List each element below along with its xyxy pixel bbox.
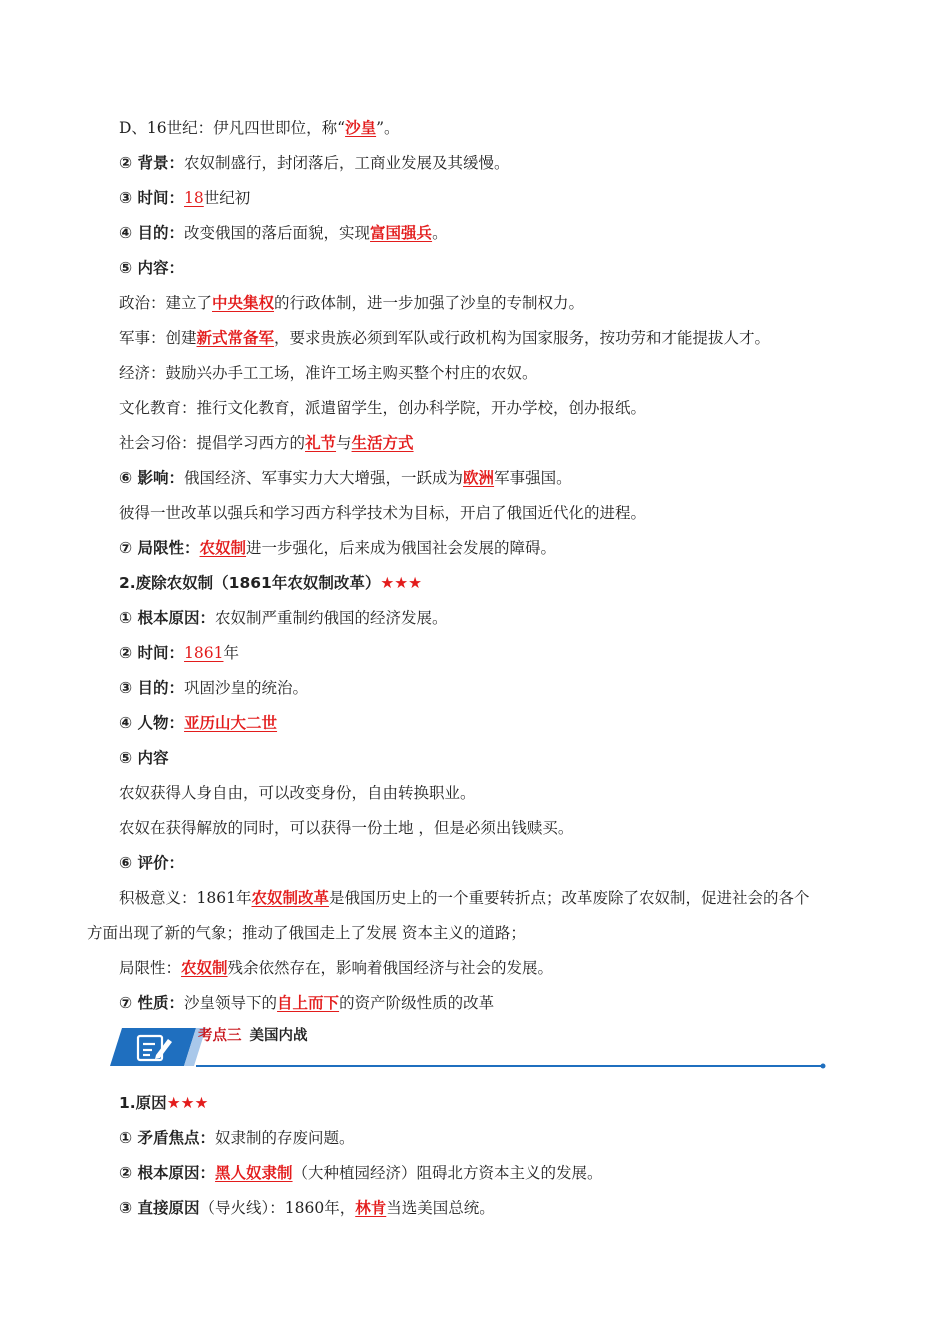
text-line: D、16世纪：伊凡四世即位，称“沙皇”。 (119, 119, 400, 137)
keyword: 农奴制 (181, 959, 228, 977)
keyword: 礼节 (305, 434, 337, 452)
text-line: ③ 时间：18世纪初 (119, 189, 251, 207)
text-line: ④ 目的：改变俄国的落后面貌，实现富国强兵。 (119, 224, 448, 242)
keyword: 沙皇 (345, 119, 377, 137)
keyword: 1861 (184, 644, 224, 662)
text-line: 政治：建立了中央集权的行政体制，进一步加强了沙皇的专制权力。 (119, 294, 585, 312)
text-line: ③ 直接原因（导火线）：1860年，林肯当选美国总统。 (119, 1199, 495, 1217)
text-line: ① 根本原因：农奴制严重制约俄国的经济发展。 (119, 609, 448, 627)
keyword: 自上而下 (277, 994, 340, 1012)
keyword: 生活方式 (351, 434, 414, 452)
text-line: 局限性：农奴制残余依然存在，影响着俄国经济与社会的发展。 (119, 959, 554, 977)
text-line: ⑥ 评价： (119, 854, 185, 872)
text-line: ② 背景：农奴制盛行，封闭落后，工商业发展及其缓慢。 (119, 154, 510, 172)
text-line: 军事：创建新式常备军，要求贵族必须到军队或行政机构为国家服务，按功劳和才能提拔人才。 (119, 329, 771, 347)
text-line: ⑦ 局限性：农奴制进一步强化，后来成为俄国社会发展的障碍。 (119, 539, 557, 557)
keyword: 欧洲 (463, 469, 495, 487)
star-rating: ★★★ (380, 574, 423, 592)
text-line: ⑤ 内容 (119, 749, 169, 767)
keyword: 黑人奴隶制 (215, 1164, 293, 1182)
text-line: 经济：鼓励兴办手工工场，准许工场主购买整个村庄的农奴。 (119, 364, 538, 382)
text-line: ② 时间：1861年 (119, 644, 239, 662)
keyword: 18 (184, 189, 204, 207)
text-line: 农奴获得人身自由，可以改变身份，自由转换职业。 (119, 784, 476, 802)
text-line: ④ 人物：亚历山大二世 (119, 714, 278, 732)
keyword: 农奴制 (199, 539, 247, 557)
text-line: ① 矛盾焦点：奴隶制的存废问题。 (119, 1129, 355, 1147)
text-line: ③ 目的：巩固沙皇的统治。 (119, 679, 309, 697)
text-line: ② 根本原因：黑人奴隶制（大种植园经济）阻碍北方资本主义的发展。 (119, 1164, 603, 1182)
text-line: 方面出现了新的气象；推动了俄国走上了发展 资本主义的道路； (87, 924, 526, 942)
keyword: 林肯 (355, 1199, 387, 1217)
keyword: 亚历山大二世 (184, 714, 278, 732)
text-line: ⑦ 性质：沙皇领导下的自上而下的资产阶级性质的改革 (119, 994, 495, 1012)
text-line: 彼得一世改革以强兵和学习西方科学技术为目标，开启了俄国近代化的进程。 (119, 504, 647, 522)
keyword: 新式常备军 (196, 329, 275, 347)
keyword: 富国强兵 (370, 224, 433, 242)
text-line: ⑥ 影响：俄国经济、军事实力大大增强，一跃成为欧洲军事强国。 (119, 469, 572, 487)
text-line: ⑤ 内容： (119, 259, 185, 277)
star-rating: ★★★ (166, 1094, 209, 1112)
subsection-heading: 1.原因★★★ (119, 1094, 209, 1112)
banner-rule-end (821, 1064, 826, 1069)
text-line: 农奴在获得解放的同时，可以获得一份土地 ，但是必须出钱赎买。 (119, 819, 574, 837)
keyword: 农奴制改革 (251, 889, 329, 907)
subsection-heading: 2.废除农奴制（1861年农奴制改革）★★★ (119, 574, 423, 592)
keyword: 中央集权 (212, 294, 275, 312)
text-line: 文化教育：推行文化教育，派遣留学生，创办科学院，开办学校，创办报纸。 (119, 399, 647, 417)
text-line: 积极意义：1861年农奴制改革是俄国历史上的一个重要转折点；改革废除了农奴制，促进社会的各个 (119, 889, 810, 907)
text-line: 社会习俗：提倡学习西方的礼节与生活方式 (119, 434, 414, 452)
section-title: 考点三 美国内战 (198, 1028, 308, 1044)
